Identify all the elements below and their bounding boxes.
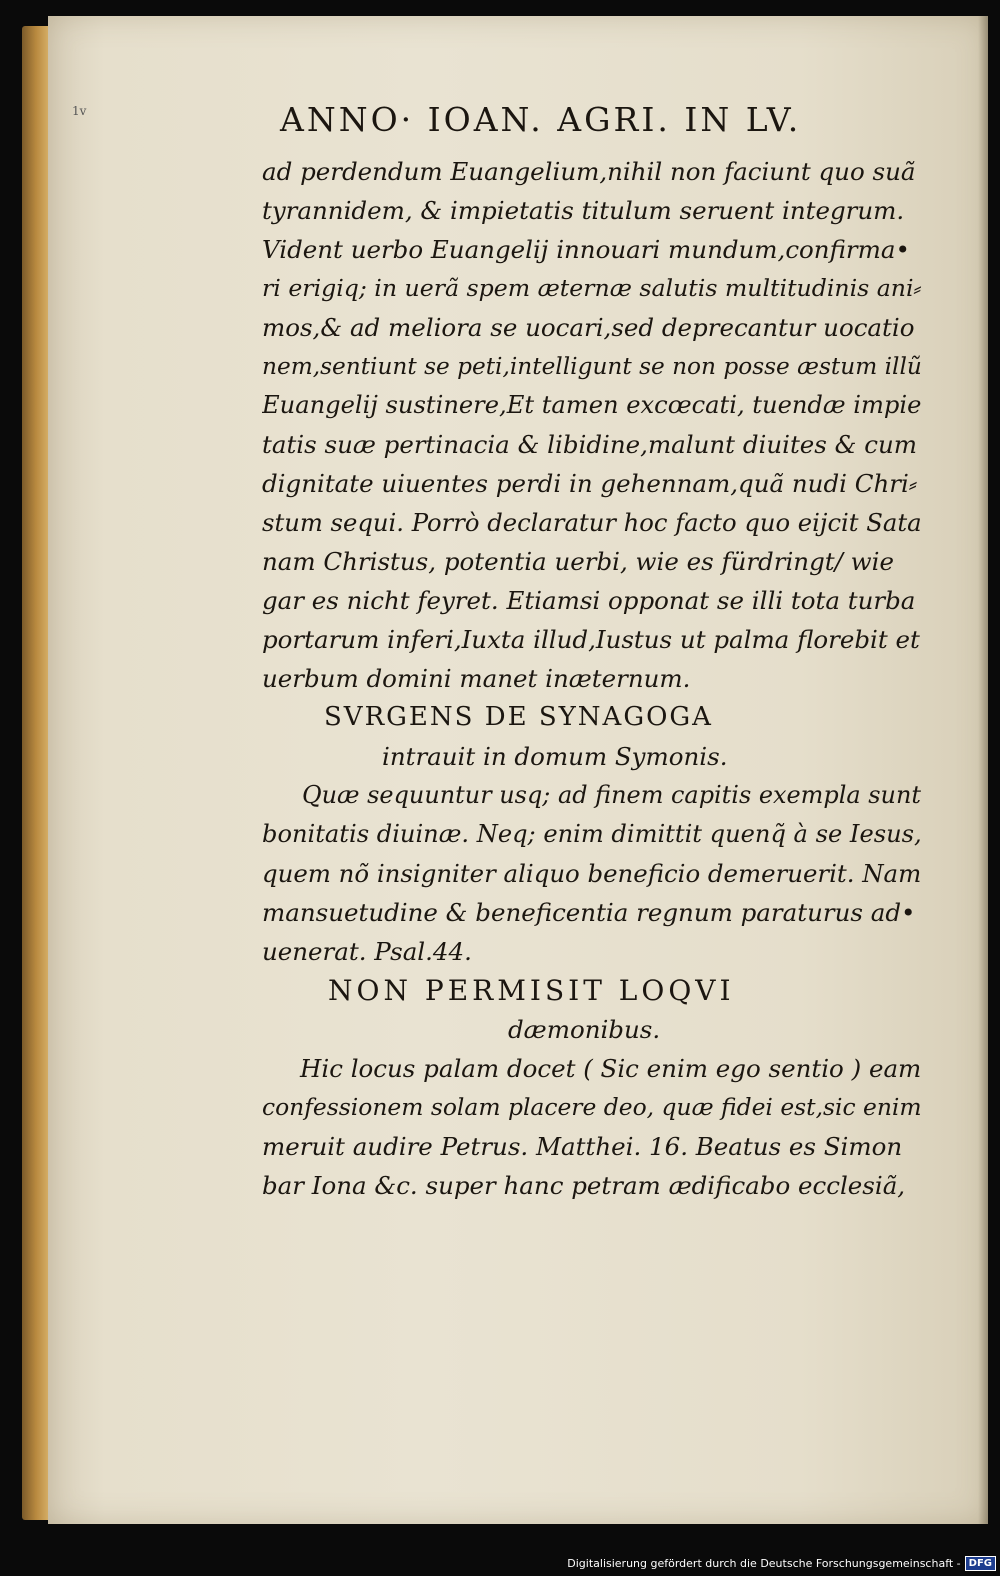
dfg-logo[interactable]: DFG xyxy=(965,1556,996,1571)
text-line: bonitatis diuinæ. Neq; enim dimittit quenq̃ à se Iesus, xyxy=(262,820,922,848)
text-line: Quæ sequuntur usq; ad finem capitis exempla sunt xyxy=(302,781,921,809)
text-line: Hic locus palam docet ( Sic enim ego sentio ) eam xyxy=(300,1054,922,1083)
section-heading: NON PERMISIT LOQVI xyxy=(328,974,735,1007)
footer-credit: Digitalisierung gefördert durch die Deutsche Forschungsgemeinschaft - xyxy=(567,1556,961,1570)
text-line: ri erigiq; in uerã spem æternæ salutis multitudinis ani⸗ xyxy=(262,274,922,302)
text-line: ad perdendum Euangelium,nihil non faciunt quo suã xyxy=(262,157,916,186)
text-line: confessionem solam placere deo, quæ fidei est,sic enim xyxy=(262,1093,922,1121)
text-line: Euangelij sustinere,Et tamen excœcati, tuendæ impie xyxy=(262,391,922,419)
text-line: uenerat. Psal.44. xyxy=(262,937,472,966)
text-line: dignitate uiuentes perdi in gehennam,quã nudi Chri⸗ xyxy=(262,469,917,498)
text-line: mos,& ad meliora se uocari,sed deprecantur uocatio xyxy=(262,313,915,342)
text-line: stum sequi. Porrò declaratur hoc facto quo eijcit Sata xyxy=(262,508,922,537)
page-marker: 1v xyxy=(72,104,87,118)
digitization-footer xyxy=(567,1554,996,1572)
text-line: bar Iona &c. super hanc petram ædificabo ecclesiã, xyxy=(262,1171,906,1200)
text-line: meruit audire Petrus. Matthei. 16. Beatus es Simon xyxy=(262,1132,903,1161)
section-subheading: intrauit in domum Symonis. xyxy=(382,742,728,771)
text-line: Vident uerbo Euangelij innouari mundum,confirma• xyxy=(262,235,910,264)
body-text xyxy=(262,152,922,1205)
page-shadow xyxy=(978,16,988,1524)
running-header: ANNO· IOAN. AGRI. IN LV. xyxy=(280,100,802,139)
text-line: nem,sentiunt se peti,intelligunt se non posse æstum illũ xyxy=(262,353,922,380)
section-subheading: dæmonibus. xyxy=(508,1015,661,1044)
text-line: tyrannidem, & impietatis titulum seruent integrum. xyxy=(262,196,905,225)
text-line: tatis suæ pertinacia & libidine,malunt diuites & cum xyxy=(262,430,917,459)
text-line: portarum inferi,Iuxta illud,Iustus ut palma florebit et xyxy=(262,625,920,654)
text-line: nam Christus, potentia uerbi, wie es fürdringt/ wie xyxy=(262,547,894,576)
text-line: quem nõ insigniter aliquo beneficio demeruerit. Nam xyxy=(262,859,922,888)
text-line: uerbum domini manet inæternum. xyxy=(262,664,691,693)
section-heading: SVRGENS DE SYNAGOGA xyxy=(324,702,713,732)
text-line: gar es nicht feyret. Etiamsi opponat se illi tota turba xyxy=(262,586,916,615)
text-line: mansuetudine & beneficentia regnum paraturus ad• xyxy=(262,898,916,927)
